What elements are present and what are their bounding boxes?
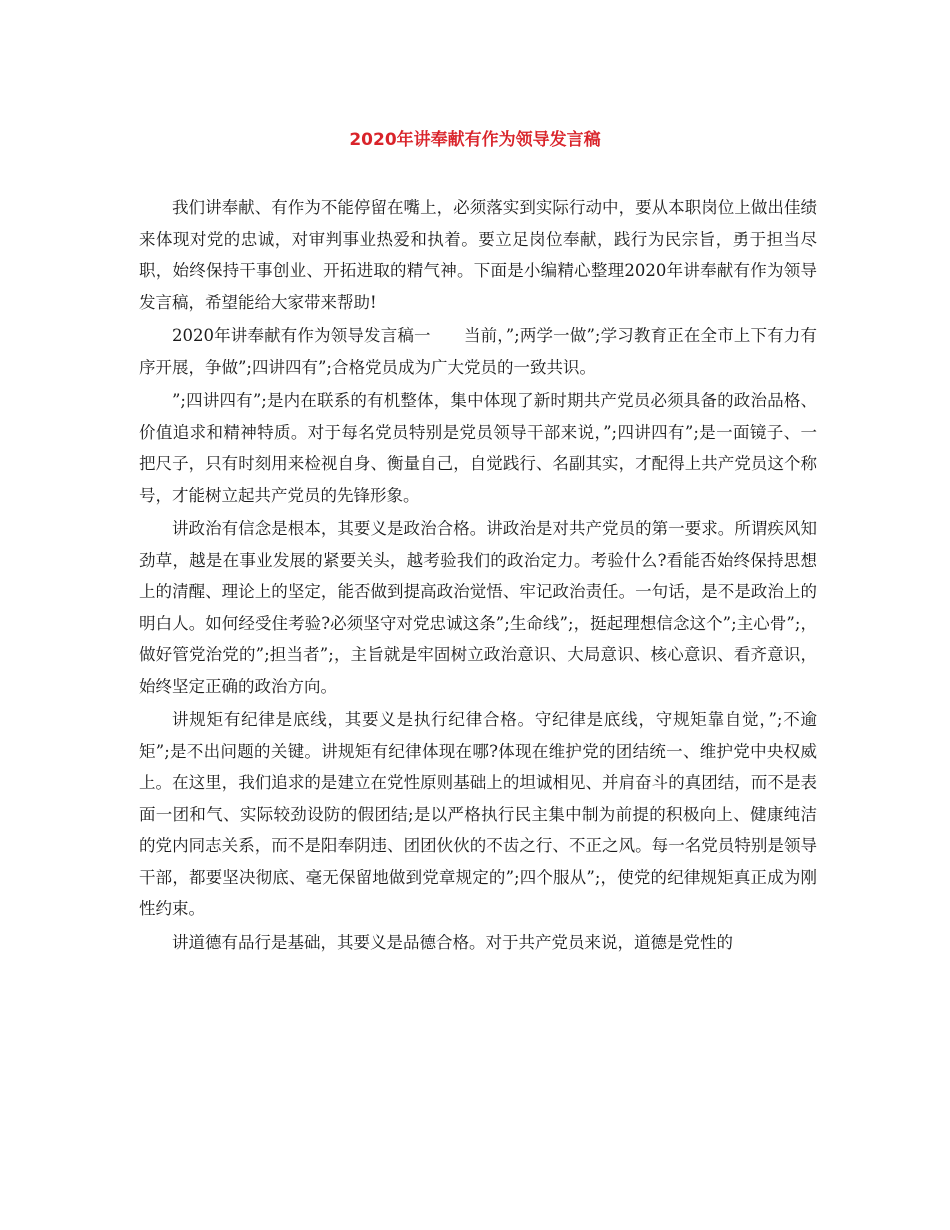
document-body bbox=[139, 192, 817, 958]
paragraph: 讲政治有信念是根本，其要义是政治合格。讲政治是对共产党员的第一要求。所谓疾风知劲草，越是在事业发展的紧要关头，越考验我们的政治定力。考验什么?看能否始终保持思想上的清醒、理论上的坚定，能否做到提高政治觉悟、牢记政治责任。一句话，是不是政治上的明白人。如何经受住考验?必须坚守对党忠诚这条”;生命线”;，挺起理想信念这个”;主心骨”;，做好管党治党的”;担当者”;，主旨就是牢固树立政治意识、大局意识、核心意识、看齐意识，始终坚定正确的政治方向。 bbox=[139, 519, 817, 696]
document-title: 2020年讲奉献有作为领导发言稿 bbox=[349, 130, 601, 150]
paragraph: 讲道德有品行是基础，其要义是品德合格。对于共产党员来说，道德是党性的 bbox=[172, 932, 733, 952]
paragraph: 讲规矩有纪律是底线，其要义是执行纪律合格。守纪律是底线，守规矩靠自觉，”;不逾矩”;是不出问题的关键。讲规矩有纪律体现在哪?体现在维护党的团结统一、维护党中央权威上。在这里，我们追求的是建立在党性原则基础上的坦诚相见、并肩奋斗的真团结，而不是表面一团和气、实际较劲设防的假团结;是以严格执行民主集中制为前提的积极向上、健康纯洁的党内同志关系，而不是阳奉阴违、团团伙伙的不齿之行、不正之风。每一名党员特别是领导干部，都要坚决彻底、毫无保留地做到党章规定的”;四个服从”;，使党的纪律规矩真正成为刚性约束。 bbox=[139, 710, 817, 918]
paragraph: 2020年讲奉献有作为领导发言稿一 当前，”;两学一做”;学习教育正在全市上下有力有序开展，争做”;四讲四有”;合格党员成为广大党员的一致共识。 bbox=[139, 326, 817, 377]
paragraph: ”;四讲四有”;是内在联系的有机整体，集中体现了新时期共产党员必须具备的政治品格、价值追求和精神特质。对于每名党员特别是党员领导干部来说，”;四讲四有”;是一面镜子、一把尺子，只有时刻用来检视自身、衡量自己，自觉践行、名副其实，才配得上共产党员这个称号，才能树立起共产党员的先锋形象。 bbox=[139, 391, 817, 505]
paragraph: 我们讲奉献、有作为不能停留在嘴上，必须落实到实际行动中，要从本职岗位上做出佳绩来体现对党的忠诚，对审判事业热爱和执着。要立足岗位奉献，践行为民宗旨，勇于担当尽职，始终保持干事创业、开拓进取的精气神。下面是小编精心整理2020年讲奉献有作为领导发言稿，希望能给大家带来帮助! bbox=[139, 198, 817, 312]
